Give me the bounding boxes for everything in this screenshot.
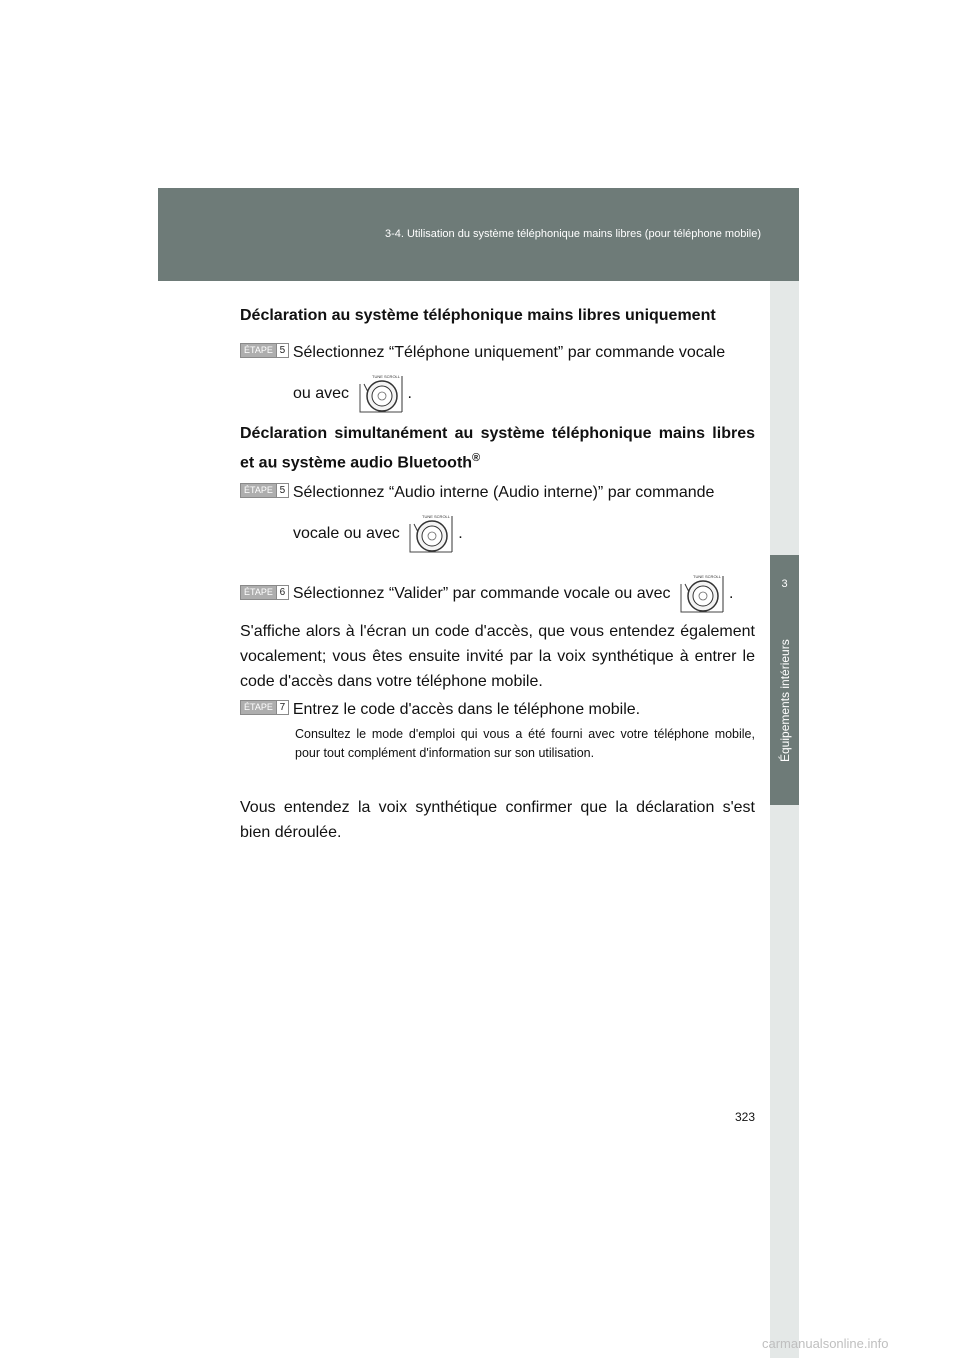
- watermark: carmanualsonline.info: [762, 1336, 889, 1351]
- step-7-enter-code: [240, 697, 755, 722]
- step-text: Sélectionnez “Valider” par commande vocale ou avec: [292, 585, 671, 603]
- step-badge-label: ÉTAPE: [244, 702, 273, 713]
- step-badge-number: 5: [276, 484, 288, 497]
- access-code-paragraph: S'affiche alors à l'écran un code d'accès, que vous entendez également vocalement; vous êtes ensuite invité par la voix synthétique à entrer le code d'accès dans votre téléphone mobile.: [240, 623, 755, 690]
- step-badge-label: ÉTAPE: [244, 345, 273, 356]
- step-5-phone-only-line2: [293, 372, 593, 416]
- chapter-label: Équipements intérieurs: [778, 639, 792, 762]
- section-title: 3-4. Utilisation du système téléphonique mains libres (pour téléphone mobile): [384, 228, 761, 240]
- tune-scroll-knob-icon: [677, 572, 727, 616]
- registered-mark: ®: [472, 452, 481, 464]
- tune-scroll-knob-icon: [356, 372, 406, 416]
- step-badge-number: 7: [276, 701, 288, 714]
- step-text-end: .: [728, 585, 734, 603]
- step-badge: [240, 585, 289, 600]
- step-badge-number: 5: [276, 344, 288, 357]
- step-text-line2: vocale ou avec: [293, 525, 400, 543]
- step-badge: [240, 483, 289, 498]
- step-badge-label: ÉTAPE: [244, 586, 273, 597]
- step-text-line2: ou avec: [293, 385, 350, 403]
- step-badge-number: 6: [276, 586, 288, 599]
- step-text: Sélectionnez “Téléphone uniquement” par commande vocale: [292, 344, 726, 361]
- svg-text:TUNE SCROLL: TUNE SCROLL: [422, 514, 451, 519]
- confirmation-paragraph: Vous entendez la voix synthétique confirmer que la déclaration s'est bien déroulée.: [240, 799, 755, 841]
- step-5-audio-line2: [293, 512, 593, 556]
- step-6-validate: [240, 572, 755, 616]
- step-text: Sélectionnez “Audio interne (Audio interne)” par commande: [292, 484, 715, 501]
- step-badge: [240, 343, 289, 358]
- step-badge: [240, 700, 289, 715]
- heading-phone-only: Déclaration au système téléphonique mains libres uniquement: [240, 307, 716, 324]
- step-text: Entrez le code d'accès dans le téléphone mobile.: [292, 701, 641, 718]
- svg-text:TUNE SCROLL: TUNE SCROLL: [371, 374, 400, 379]
- chapter-number: 3: [781, 578, 788, 590]
- tune-scroll-knob-icon: [406, 512, 456, 556]
- step-5-phone-only: [240, 340, 755, 365]
- page-number: 323: [735, 1110, 756, 1124]
- chapter-tab: [770, 555, 799, 805]
- heading-phone-and-audio: [240, 421, 755, 475]
- step-5-audio: [240, 480, 755, 505]
- step-text-end: .: [458, 525, 463, 543]
- step-badge-label: ÉTAPE: [244, 485, 273, 496]
- step-text-end: .: [407, 385, 412, 403]
- svg-text:TUNE SCROLL: TUNE SCROLL: [692, 574, 721, 579]
- heading-text: Déclaration simultanément au système téléphonique mains libres et au système audio Bluetooth: [240, 425, 755, 472]
- side-tab-upper: [770, 281, 799, 555]
- side-tab-lower: [770, 805, 799, 1358]
- header-band: [158, 188, 799, 281]
- phone-manual-note: Consultez le mode d'emploi qui vous a été fourni avec votre téléphone mobile, pour tout complément d'information sur son utilisation.: [295, 727, 755, 760]
